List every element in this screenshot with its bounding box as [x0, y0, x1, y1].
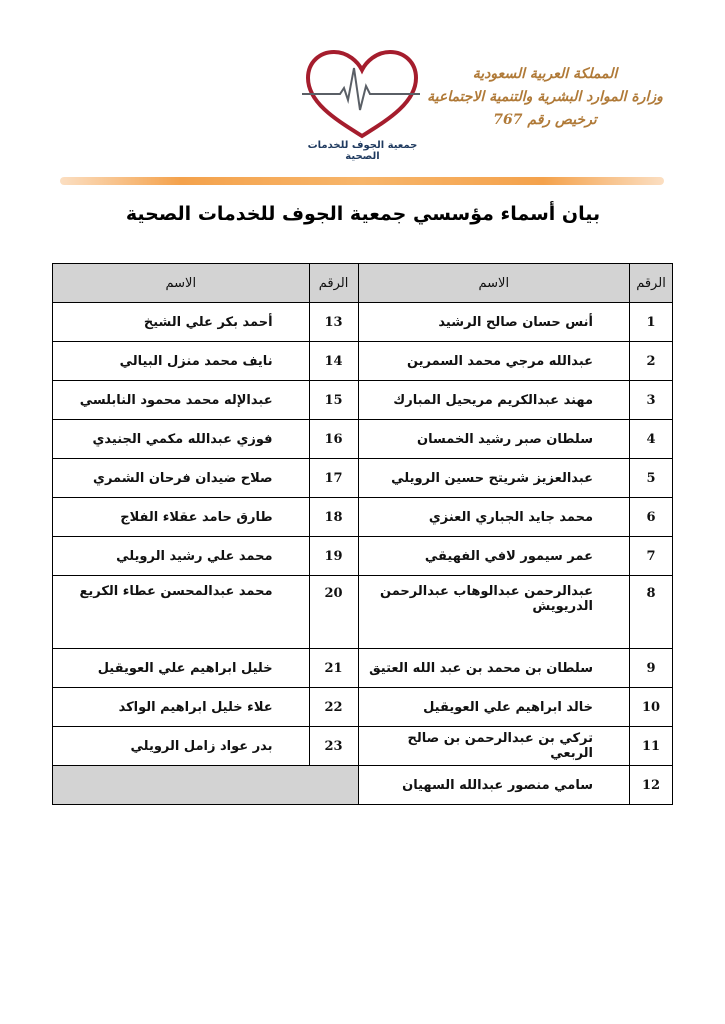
row-number-2: 17: [309, 459, 358, 498]
row-number: 9: [630, 649, 673, 688]
table-row: [53, 303, 673, 342]
founder-name-2: محمد عبدالمحسن عطاء الكريع: [53, 576, 310, 649]
table-row: [53, 420, 673, 459]
association-logo: [300, 48, 425, 163]
table-row: [53, 498, 673, 537]
founders-table: [52, 263, 673, 805]
letterhead: [0, 0, 725, 190]
row-number-2: 15: [309, 381, 358, 420]
row-number-2: 20: [309, 576, 358, 649]
header-number: الرقم: [630, 264, 673, 303]
row-number-2: 22: [309, 688, 358, 727]
founder-name: عمر سيمور لافي الفهيقي: [358, 537, 629, 576]
founder-name: خالد ابراهيم علي العويقيل: [358, 688, 629, 727]
table-row: [53, 576, 673, 649]
table-header-row: [53, 264, 673, 303]
page-title: بيان أسماء مؤسسي جمعية الجوف للخدمات الصحية: [125, 203, 601, 225]
license-number: ترخيص رقم 767: [493, 112, 597, 128]
table-row: [53, 766, 673, 805]
founder-name-2: عبدالإله محمد محمود النابلسي: [53, 381, 310, 420]
table-row: [53, 688, 673, 727]
table-row: [53, 649, 673, 688]
logo-caption: جمعية الجوف للخدمات الصحية: [307, 140, 418, 162]
founder-name-2: خليل ابراهيم علي العويقيل: [53, 649, 310, 688]
row-number-2: 16: [309, 420, 358, 459]
row-number: 7: [630, 537, 673, 576]
founder-name: عبدالعزيز شريتح حسين الرويلي: [358, 459, 629, 498]
row-number: 12: [630, 766, 673, 805]
founder-name: سلطان صبر رشيد الخمسان: [358, 420, 629, 459]
table-row: [53, 727, 673, 766]
founder-name-2: فوزي عبدالله مكمي الجنيدي: [53, 420, 310, 459]
row-number: 3: [630, 381, 673, 420]
founder-name-2: بدر عواد زامل الرويلي: [53, 727, 310, 766]
founder-name-2: محمد علي رشيد الرويلي: [53, 537, 310, 576]
founder-name: عبدالله مرجي محمد السمرين: [358, 342, 629, 381]
row-number-2: 19: [309, 537, 358, 576]
row-number: 5: [630, 459, 673, 498]
row-number-2: 13: [309, 303, 358, 342]
row-number-2: 14: [309, 342, 358, 381]
founder-name-2: علاء خليل ابراهيم الواكد: [53, 688, 310, 727]
row-number: 2: [630, 342, 673, 381]
header-name-2: الاسم: [53, 264, 310, 303]
table-row: [53, 459, 673, 498]
founder-name: سامي منصور عبدالله السهيان: [358, 766, 629, 805]
founder-name: سلطان بن محمد بن عبد الله العتيق: [358, 649, 629, 688]
empty-cell: [53, 766, 359, 805]
table-row: [53, 537, 673, 576]
founder-name-2: أحمد بكر علي الشيخ: [53, 303, 310, 342]
header-name: الاسم: [358, 264, 629, 303]
row-number-2: 21: [309, 649, 358, 688]
founder-name-2: طارق حامد عقلاء الفلاج: [53, 498, 310, 537]
founder-name: عبدالرحمن عبدالوهاب عبدالرحمن الدريويش: [358, 576, 629, 649]
table-row: [53, 381, 673, 420]
header-number-2: الرقم: [309, 264, 358, 303]
table-row: [53, 342, 673, 381]
founder-name: أنس حسان صالح الرشيد: [358, 303, 629, 342]
header-divider: [60, 177, 664, 185]
founder-name: مهند عبدالكريم مريحيل المبارك: [358, 381, 629, 420]
row-number-2: 18: [309, 498, 358, 537]
row-number: 4: [630, 420, 673, 459]
founder-name: محمد جايد الجباري العنزي: [358, 498, 629, 537]
ministry-block: [415, 63, 675, 132]
founder-name-2: نايف محمد منزل البيالي: [53, 342, 310, 381]
row-number: 6: [630, 498, 673, 537]
row-number: 10: [630, 688, 673, 727]
ministry-name: وزارة الموارد البشرية والتنمية الاجتماعية: [427, 89, 663, 105]
founder-name: تركي بن عبدالرحمن بن صالح الربعي: [358, 727, 629, 766]
heart-ecg-logo-icon: [300, 48, 425, 143]
founder-name-2: صلاح ضيدان فرحان الشمري: [53, 459, 310, 498]
row-number-2: 23: [309, 727, 358, 766]
row-number: 1: [630, 303, 673, 342]
row-number: 11: [630, 727, 673, 766]
row-number: 8: [630, 576, 673, 649]
kingdom-name: المملكة العربية السعودية: [472, 66, 618, 82]
